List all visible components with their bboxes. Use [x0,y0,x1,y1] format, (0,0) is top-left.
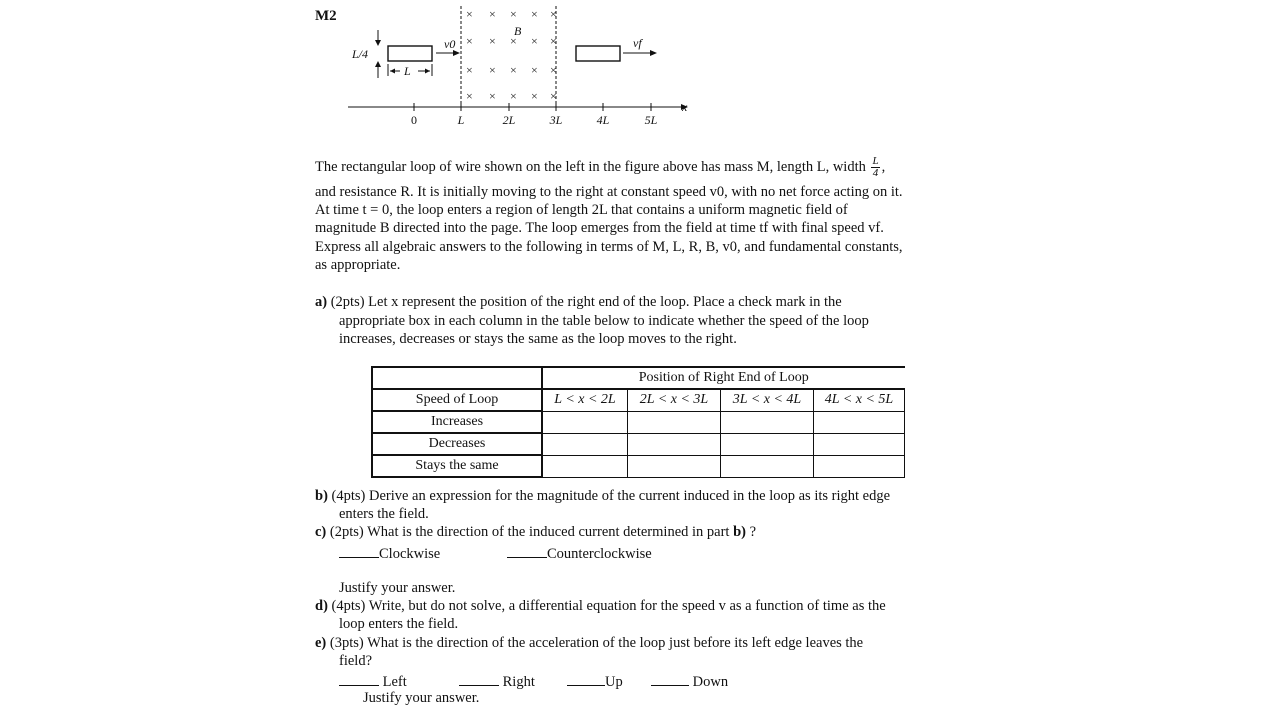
part-b-line-1: b) (4pts) Derive an expression for the magnitude of the current induced in the loop as its right edge [315,488,891,504]
answer-blank[interactable] [567,671,605,686]
length-label: L [404,64,411,78]
field-x-mark: × [489,89,496,103]
intro-line-2: and resistance R. It is initially moving to the right at constant speed v0, with no net force acting on it. [315,184,903,200]
part-e-label: e) [315,635,327,651]
part-d-line-2: loop enters the field. [339,616,459,632]
part-e-line-1: e) (3pts) What is the direction of the acceleration of the loop just before its left edge leaves the [315,635,864,651]
field-x-mark: × [489,34,496,48]
field-x-mark: × [531,89,538,103]
intro-line-5: Express all algebraic answers to the following in terms of M, L, R, B, v0, and fundamental constants, [315,239,903,255]
part-a-line-1: a) (2pts) Let x represent the position of the right end of the loop. Place a check mark in the [315,294,842,310]
axis-tick-label: 5L [644,113,658,127]
field-x-mark: × [466,89,473,103]
intro-line-1: The rectangular loop of wire shown on the left in the figure above has mass M, length L, width $\frac{L}{4}$ , [315,155,886,179]
vf-label: vf [633,36,642,50]
field-x-mark: × [531,34,538,48]
intro-line-4: magnitude B directed into the page. The loop emerges from the field at time tf with final speed vf. [315,220,884,236]
check-cell[interactable] [542,455,628,477]
part-d-line-1: d) (4pts) Write, but do not solve, a differential equation for the speed v as a function of time as the [315,598,886,614]
field-x-mark: × [510,89,517,103]
check-cell[interactable] [628,433,721,455]
row-label-same: Stays the same [372,455,542,477]
check-cell[interactable] [814,411,905,433]
check-cell[interactable] [628,455,721,477]
initial-loop [388,46,432,61]
intro-line-3: At time t = 0, the loop enters a region of length 2L that contains a uniform magnetic field of [315,202,848,218]
intro-line-6: as appropriate. [315,257,401,273]
part-c-option-counterclockwise[interactable]: Counterclockwise [507,543,652,563]
field-x-mark: × [466,63,473,77]
col-header-1: L < x < 2L [542,389,628,411]
part-b-line-2: enters the field. [339,506,429,522]
row-label-increases: Increases [372,411,542,433]
field-x-mark: × [466,7,473,21]
row-label-decreases: Decreases [372,433,542,455]
part-c-justify: Justify your answer. [339,580,456,596]
v0-label: v0 [444,37,456,51]
check-cell[interactable] [721,411,814,433]
check-cell[interactable] [814,455,905,477]
part-a-label: a) [315,294,328,310]
final-loop [576,46,620,61]
field-x-mark: × [510,7,517,21]
part-e-option-right[interactable]: Right [459,671,535,691]
part-e-line-2: field? [339,653,373,669]
axis-tick-label: 0 [411,113,417,127]
field-x-mark: × [550,63,557,77]
col-header-4: 4L < x < 5L [814,389,905,411]
width-label: L/4 [352,47,369,61]
axis-label: x [682,100,688,114]
part-e-option-up[interactable]: Up [567,671,623,691]
field-x-mark: × [489,7,496,21]
row-header: Speed of Loop [372,389,542,411]
check-cell[interactable] [721,433,814,455]
part-e-option-left[interactable]: Left [339,671,407,691]
part-a-line-3: increases, decreases or stays the same as the loop moves to the right. [339,331,737,347]
field-x-mark: × [466,34,473,48]
table-header-top: Position of Right End of Loop [542,367,905,389]
axis-tick-label: 4L [596,113,610,127]
answer-blank[interactable] [651,671,689,686]
part-a-line-2: appropriate box in each column in the table below to indicate whether the speed of the loop [339,313,869,329]
axis-tick-label: 2L [502,113,516,127]
check-cell[interactable] [542,433,628,455]
part-c-option-clockwise[interactable]: Clockwise [339,543,440,563]
check-cell[interactable] [721,455,814,477]
col-header-2: 2L < x < 3L [628,389,721,411]
field-x-mark: × [550,89,557,103]
width-fraction: $\frac{L}{4}$ [872,155,879,179]
field-x-mark: × [489,63,496,77]
speed-table [371,366,905,478]
check-cell[interactable] [814,433,905,455]
axis-tick-label: 3L [549,113,563,127]
part-b-label: b) [315,488,328,504]
field-x-mark: × [550,34,557,48]
field-label: B [514,24,522,38]
answer-blank[interactable] [507,543,547,558]
answer-blank[interactable] [459,671,499,686]
problem-label: M2 [315,8,337,24]
part-c-label: c) [315,524,327,540]
field-x-mark: × [510,63,517,77]
axis-tick-label: L [457,113,465,127]
check-cell[interactable] [542,411,628,433]
check-cell[interactable] [628,411,721,433]
loop-field-figure [300,0,700,132]
field-x-mark: × [531,63,538,77]
field-x-mark: × [550,7,557,21]
field-x-mark: × [531,7,538,21]
part-e-justify: Justify your answer. [363,690,480,706]
col-header-3: 3L < x < 4L [721,389,814,411]
part-d-label: d) [315,598,328,614]
answer-blank[interactable] [339,671,379,686]
answer-blank[interactable] [339,543,379,558]
part-c-line-1: c) (2pts) What is the direction of the induced current determined in part b) ? [315,524,757,540]
part-e-option-down[interactable]: Down [651,671,728,691]
field-x-marks [466,7,557,103]
field-x-mark: × [510,34,517,48]
